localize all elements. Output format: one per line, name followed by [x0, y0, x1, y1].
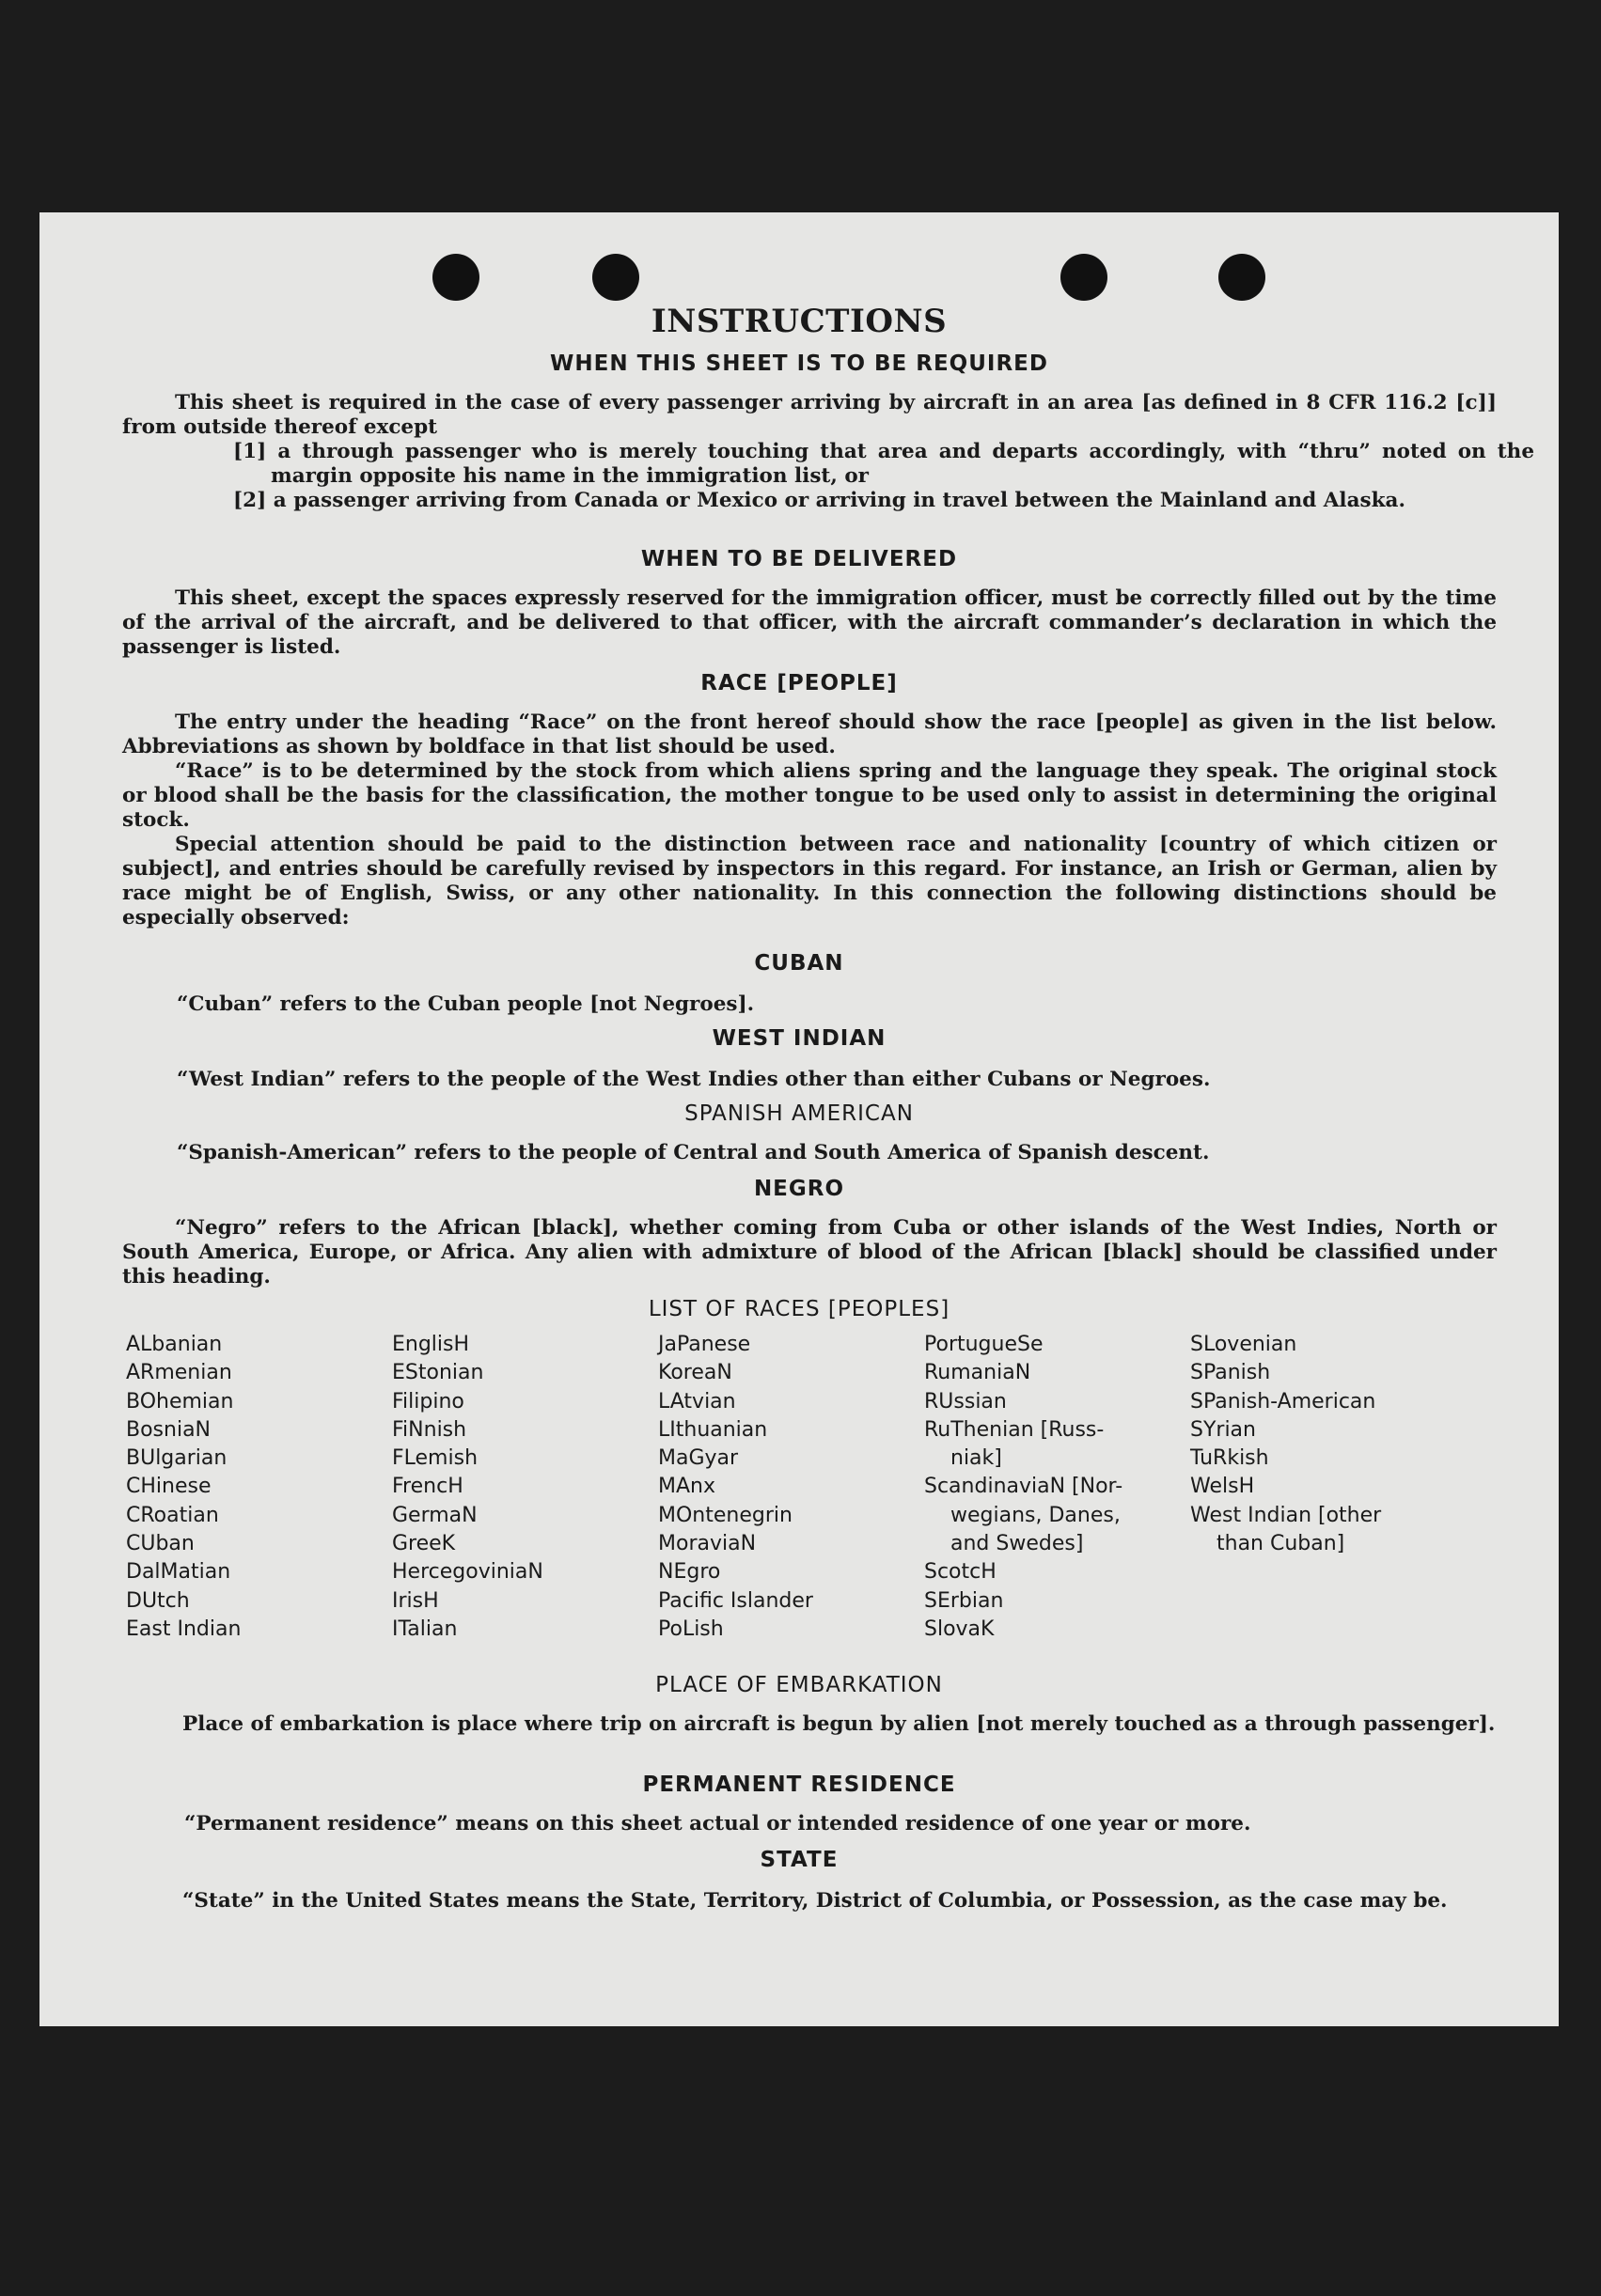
race-item-continuation: niak] [950, 1446, 1002, 1471]
race-item: ARmenian [126, 1361, 232, 1385]
race-item: MoraviaN [658, 1532, 757, 1556]
required-item-1: [1] a through passenger who is merely touching that area and departs accordingly, with “thru” noted on the margin opposite his name in the immigration list, or [233, 440, 1534, 488]
punch-hole [432, 254, 479, 301]
heading-cuban: CUBAN [754, 951, 844, 976]
required-intro: This sheet is required in the case of every passenger arriving by aircraft in an area [as defined in 8 CFR 116.2 [c]] from outside thereof except [122, 391, 1497, 439]
heading-negro: NEGRO [753, 1177, 845, 1201]
race-item: BOhemian [126, 1389, 234, 1414]
delivered-text: This sheet, except the spaces expressly reserved for the immigration officer, must be correctly filled out by the time of the arrival of the aircraft, and be delivered to that officer, with the aircraft commander’s declaration in which the passenger is listed. [122, 586, 1497, 659]
race-item: DUtch [126, 1588, 190, 1613]
race-item: Pacific Islander [658, 1588, 813, 1613]
race-item: FLemish [392, 1446, 479, 1471]
race-item: MaGyar [658, 1446, 739, 1471]
heading-spanish-american: SPANISH AMERICAN [684, 1101, 914, 1126]
cuban-text: “Cuban” refers to the Cuban people [not Negroes]. [177, 992, 755, 1016]
race-item: CRoatian [126, 1503, 219, 1527]
race-item: FrencH [392, 1475, 463, 1499]
race-item: JaPanese [658, 1333, 751, 1356]
negro-text: “Negro” refers to the African [black], whether coming from Cuba or other islands of the West Indies, North or South America, Europe, or Africa. Any alien with admixture of blood of the African [black] should be classified under this heading. [122, 1216, 1497, 1289]
race-item: LIthuanian [658, 1417, 768, 1442]
race-item: MOntenegrin [658, 1503, 793, 1527]
race-item-continuation: and Swedes] [950, 1532, 1084, 1556]
race-paragraph-1: The entry under the heading “Race” on the front hereof should show the race [people] as given in the list below. Abbreviations as shown by boldface in that list should be used. [122, 711, 1497, 758]
race-item: SlovaK [924, 1617, 995, 1641]
punch-hole [1218, 254, 1265, 301]
race-item-continuation: wegians, Danes, [950, 1503, 1121, 1527]
race-item: DalMatian [126, 1560, 231, 1585]
punch-hole [1060, 254, 1107, 301]
race-item: SPanish [1190, 1361, 1271, 1385]
race-item: BUlgarian [126, 1446, 228, 1471]
race-item: GreeK [392, 1532, 456, 1556]
spanish-american-text: “Spanish-American” refers to the people of Central and South America of Spanish descent. [177, 1141, 1210, 1164]
race-item: Filipino [392, 1389, 464, 1414]
race-item: SErbian [924, 1588, 1004, 1613]
heading-residence: PERMANENT RESIDENCE [642, 1773, 956, 1797]
required-item-2: [2] a passenger arriving from Canada or Mexico or arriving in travel between the Mainland and Alaska. [233, 489, 1405, 512]
race-item: ScotcH [924, 1560, 997, 1585]
race-list-column [392, 1331, 658, 1644]
race-item: IrisH [392, 1588, 439, 1613]
heading-list-of-races: LIST OF RACES [PEOPLES] [648, 1297, 950, 1321]
race-list [126, 1331, 1517, 1644]
race-item: ALbanian [126, 1333, 223, 1356]
race-item: HercegoviniaN [392, 1560, 543, 1585]
race-item: NEgro [658, 1560, 721, 1585]
race-item: RUssian [924, 1389, 1007, 1414]
heading-west-indian: WEST INDIAN [712, 1026, 887, 1051]
heading-required: WHEN THIS SHEET IS TO BE REQUIRED [550, 351, 1048, 376]
race-item: SYrian [1190, 1417, 1256, 1442]
race-item-continuation: than Cuban] [1216, 1532, 1345, 1556]
race-item: EnglisH [392, 1333, 470, 1356]
race-item: SLovenian [1190, 1333, 1297, 1356]
race-item: EStonian [392, 1361, 484, 1385]
race-item: West Indian [other [1190, 1503, 1382, 1527]
race-item: FiNnish [392, 1417, 467, 1442]
race-item: PortugueSe [924, 1333, 1044, 1356]
race-item: CHinese [126, 1475, 212, 1499]
punch-hole [592, 254, 639, 301]
west-indian-text: “West Indian” refers to the people of the West Indies other than either Cubans or Negroes. [177, 1068, 1211, 1091]
residence-text: “Permanent residence” means on this sheet actual or intended residence of one year or more. [184, 1812, 1251, 1835]
heading-state: STATE [760, 1848, 839, 1872]
race-item: CUban [126, 1532, 195, 1556]
race-item: TuRkish [1190, 1446, 1269, 1471]
page-title: INSTRUCTIONS [651, 303, 948, 340]
race-item: WelsH [1190, 1475, 1255, 1499]
race-list-column [126, 1331, 392, 1644]
race-item: RuThenian [Russ- [924, 1417, 1105, 1442]
race-paragraph-3: Special attention should be paid to the distinction between race and nationality [country of which citizen or subject], and entries should be carefully revised by inspectors in this regard. For instance, an Irish or German, alien by race might be of English, Swiss, or any other nationality. In this connection the following distinctions should be especially observed: [122, 833, 1497, 929]
race-item: MAnx [658, 1475, 715, 1499]
race-item: ITalian [392, 1617, 458, 1641]
race-list-column [1190, 1331, 1456, 1644]
race-item: BosniaN [126, 1417, 212, 1442]
race-item: SPanish-American [1190, 1389, 1376, 1414]
race-item: KoreaN [658, 1361, 732, 1385]
race-item: PoLish [658, 1617, 724, 1641]
race-item: East Indian [126, 1617, 242, 1641]
race-list-column [658, 1331, 924, 1644]
race-item: ScandinaviaN [Nor- [924, 1475, 1123, 1499]
race-paragraph-2: “Race” is to be determined by the stock from which aliens spring and the language they speak. The original stock or blood shall be the basis for the classification, the mother tongue to be used only to assist in determining the original stock. [122, 759, 1497, 832]
instruction-sheet [39, 212, 1559, 2026]
race-list-column [924, 1331, 1190, 1644]
state-text: “State” in the United States means the State, Territory, District of Columbia, or Possession, as the case may be. [182, 1889, 1448, 1913]
race-item: RumaniaN [924, 1361, 1031, 1385]
heading-delivered: WHEN TO BE DELIVERED [640, 547, 958, 571]
embarkation-text: Place of embarkation is place where trip on aircraft is begun by alien [not merely touched as a through passenger]. [182, 1712, 1496, 1736]
heading-race: RACE [PEOPLE] [700, 671, 898, 695]
heading-embarkation: PLACE OF EMBARKATION [655, 1673, 943, 1697]
race-item: GermaN [392, 1503, 478, 1527]
race-item: LAtvian [658, 1389, 736, 1414]
